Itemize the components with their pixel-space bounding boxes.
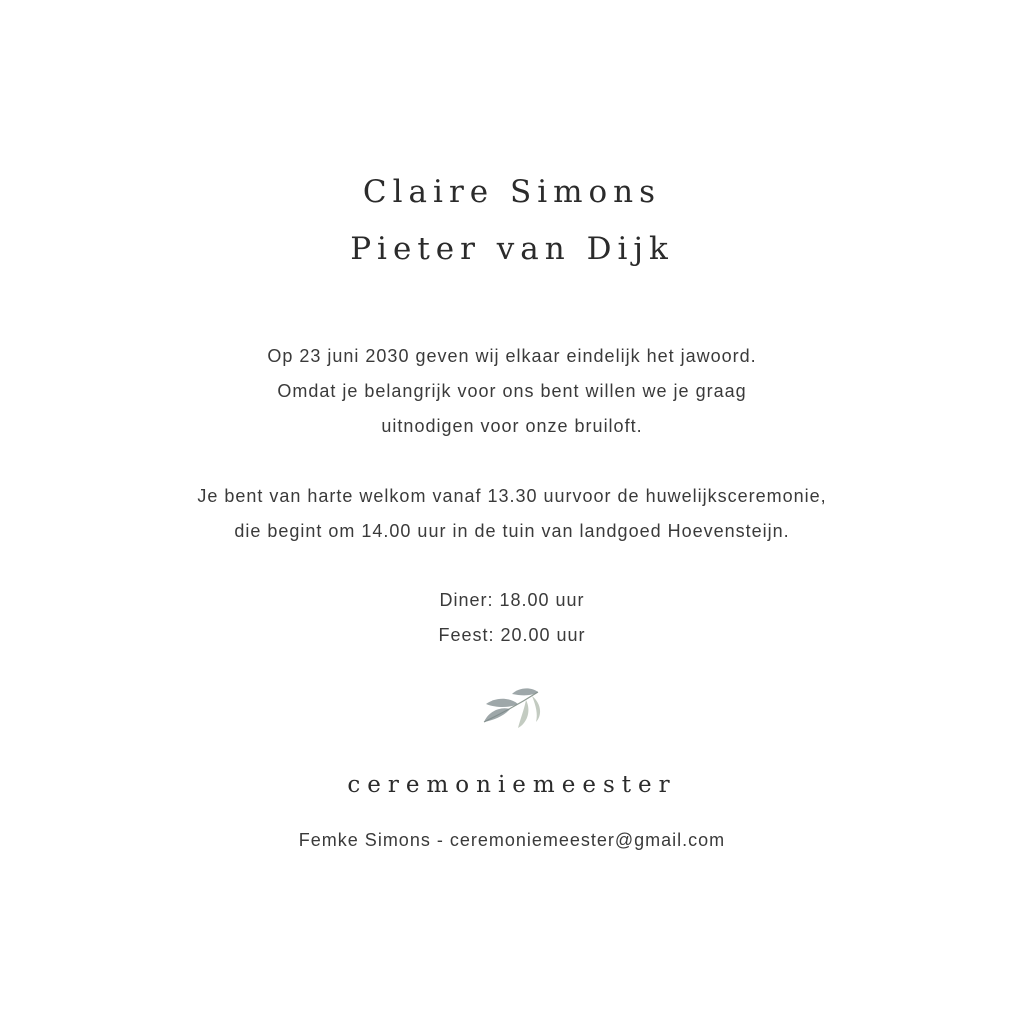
intro-line-2: Omdat je belangrijk voor ons bent willen we je graag [277,381,747,401]
party-time: Feest: 20.00 uur [438,625,586,645]
ceremony-line-1: Je bent van harte welkom vanaf 13.30 uurvoor de huwelijksceremonie, [197,486,827,506]
ceremony-line-2: die begint om 14.00 uur in de tuin van landgoed Hoevensteijn. [234,521,790,541]
intro-line-1: Op 23 juni 2030 geven wij elkaar eindelijk het jawoord. [267,346,757,366]
couple-name-second: Pieter van Dijk [350,231,674,267]
master-of-ceremonies-heading: ceremoniemeester [347,772,677,798]
master-of-ceremonies-contact: Femke Simons - ceremoniemeester@gmail.com [298,830,726,850]
couple-name-first: Claire Simons [362,174,662,210]
dinner-time: Diner: 18.00 uur [439,590,585,610]
intro-line-3: uitnodigen voor onze bruiloft. [381,416,643,436]
leaf-sprig-icon [472,682,552,742]
